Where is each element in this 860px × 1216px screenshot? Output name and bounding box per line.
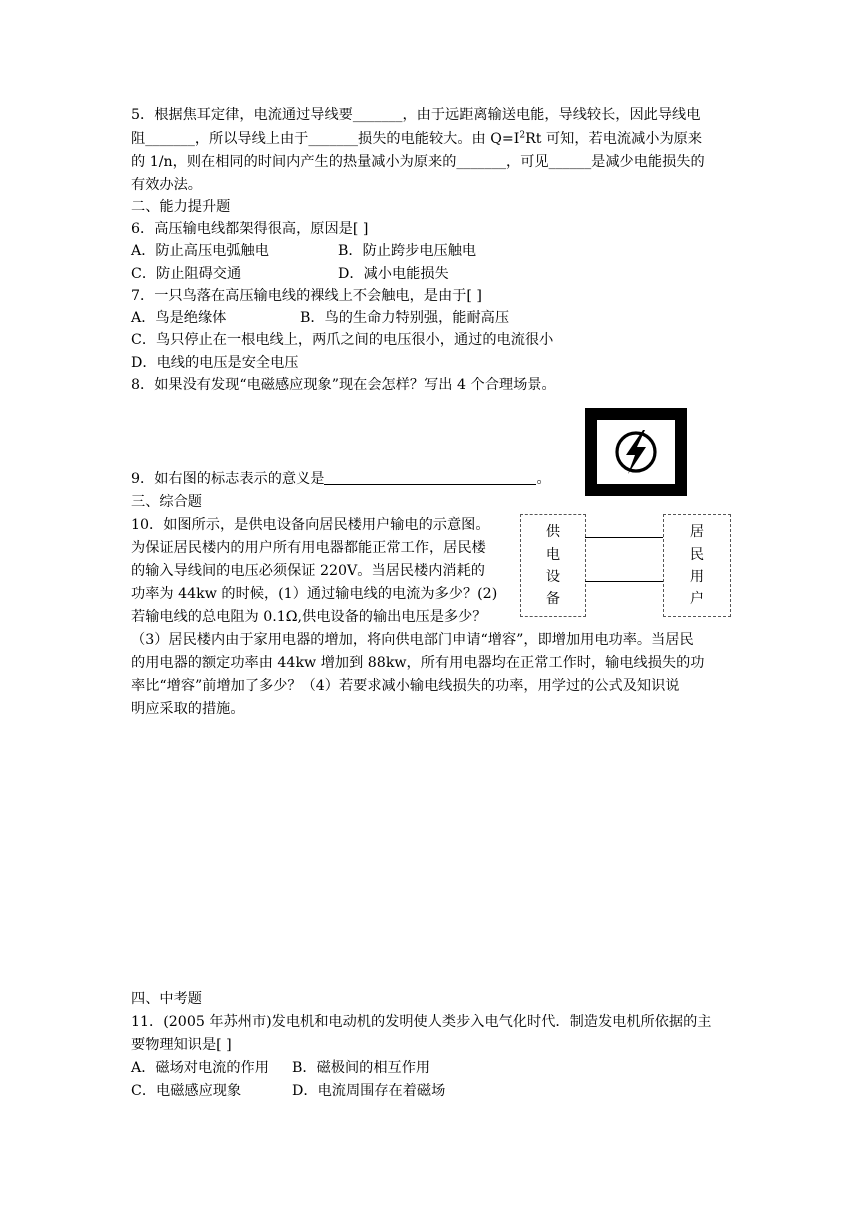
q11-option-a: A．磁场对电流的作用 (131, 1060, 269, 1076)
section-4-heading: 四、中考题 (131, 991, 202, 1007)
user-char-1: 居 (689, 524, 705, 540)
q9-line (131, 468, 551, 490)
q11-option-c: C．电磁感应现象 (131, 1083, 242, 1099)
q5-line-2-text: 阻_______，所以导线上由于_______损失的电能较大。由 Q=I (131, 131, 520, 147)
q10-line-7: 的用电器的额定功率由 44kw 增加到 88kw，所有用电器均在正常工作时，输电线损失的功 (131, 655, 705, 671)
q7-option-a: A．鸟是绝缘体 (131, 310, 227, 326)
q8-text: 8．如果没有发现“电磁感应现象”现在会怎样？写出 4 个合理场景。 (131, 377, 556, 393)
transmission-wire-bottom (585, 581, 663, 582)
user-char-2: 民 (689, 547, 705, 563)
q9-end: 。 (536, 471, 551, 487)
q10-line-8: 率比“增容”前增加了多少？（4）若要求减小输电线损失的功率，用学过的公式及知识说 (131, 678, 680, 694)
high-voltage-sign-icon (585, 408, 687, 496)
q9-text: 9．如右图的标志表示的意义是 (131, 471, 325, 487)
q11-option-d: D．电流周围存在着磁场 (292, 1083, 446, 1099)
supply-char-4: 备 (545, 591, 561, 607)
q7-option-b: B．鸟的生命力特别强，能耐高压 (300, 310, 510, 326)
user-char-4: 户 (689, 591, 705, 607)
residential-user-box (663, 514, 731, 617)
section-2-heading: 二、能力提升题 (131, 199, 231, 215)
q6-option-d: D．减小电能损失 (338, 266, 449, 282)
q11-option-b: B．磁极间的相互作用 (292, 1060, 431, 1076)
q10-line-6: （3）居民楼内由于家用电器的增加，将向供电部门申请“增容”，即增加用电功率。当居民 (131, 632, 694, 648)
q6-option-c: C．防止阻碍交通 (131, 266, 242, 282)
supply-char-1: 供 (545, 524, 561, 540)
transmission-wire-top (585, 537, 663, 538)
lightning-circle-icon (612, 427, 660, 477)
user-char-3: 用 (689, 569, 705, 585)
q7-stem: 7．一只鸟落在高压输电线的裸线上不会触电，是由于[ ] (131, 288, 482, 304)
q7-option-d: D．电线的电压是安全电压 (131, 355, 299, 371)
power-supply-box (520, 514, 586, 617)
q5-line-4: 有效办法。 (131, 177, 202, 193)
q6-option-a: A．防止高压电弧触电 (131, 243, 269, 259)
q11-line-2: 要物理知识是[ ] (131, 1037, 232, 1053)
section-3-heading: 三、综合题 (131, 494, 202, 510)
q11-line-1: 11．(2005 年苏州市)发电机和电动机的发明使人类步入电气化时代．制造发电机所依据的主 (131, 1014, 712, 1030)
q9-answer-blank (324, 470, 536, 485)
q7-option-c: C．鸟只停止在一根电线上，两爪之间的电压很小，通过的电流很小 (131, 332, 554, 348)
q5-line-2-end: Rt 可知，若电流减小为原来 (525, 131, 703, 147)
q10-line-3: 的输入导线间的电压必须保证 220V。当居民楼内消耗的 (131, 563, 485, 579)
q5-line-3: 的 1/n，则在相同的时间内产生的热量减小为原来的_______，可见______是减少电能损失的 (131, 154, 705, 170)
q6-stem: 6．高压输电线都架得很高，原因是[ ] (131, 221, 369, 237)
q5-superscript: 2 (519, 130, 526, 141)
supply-char-3: 设 (545, 569, 561, 585)
q10-line-1: 10．如图所示，是供电设备向居民楼用户输电的示意图。 (131, 517, 490, 533)
q10-line-4: 功率为 44kw 的时候，(1）通过输电线的电流为多少？(2) (131, 586, 498, 602)
q10-line-5: 若输电线的总电阻为 0.1Ω,供电设备的输出电压是多少？ (131, 609, 487, 625)
q10-line-9: 明应采取的措施。 (131, 701, 245, 717)
supply-char-2: 电 (545, 547, 561, 563)
q6-option-b: B．防止跨步电压触电 (338, 243, 477, 259)
q5-line-2 (131, 128, 702, 150)
q5-line-1: 5．根据焦耳定律，电流通过导线要_______，由于远距离输送电能，导线较长，因此导线电 (131, 107, 701, 123)
q10-line-2: 为保证居民楼内的用户所有用电器都能正常工作，居民楼 (131, 540, 486, 556)
